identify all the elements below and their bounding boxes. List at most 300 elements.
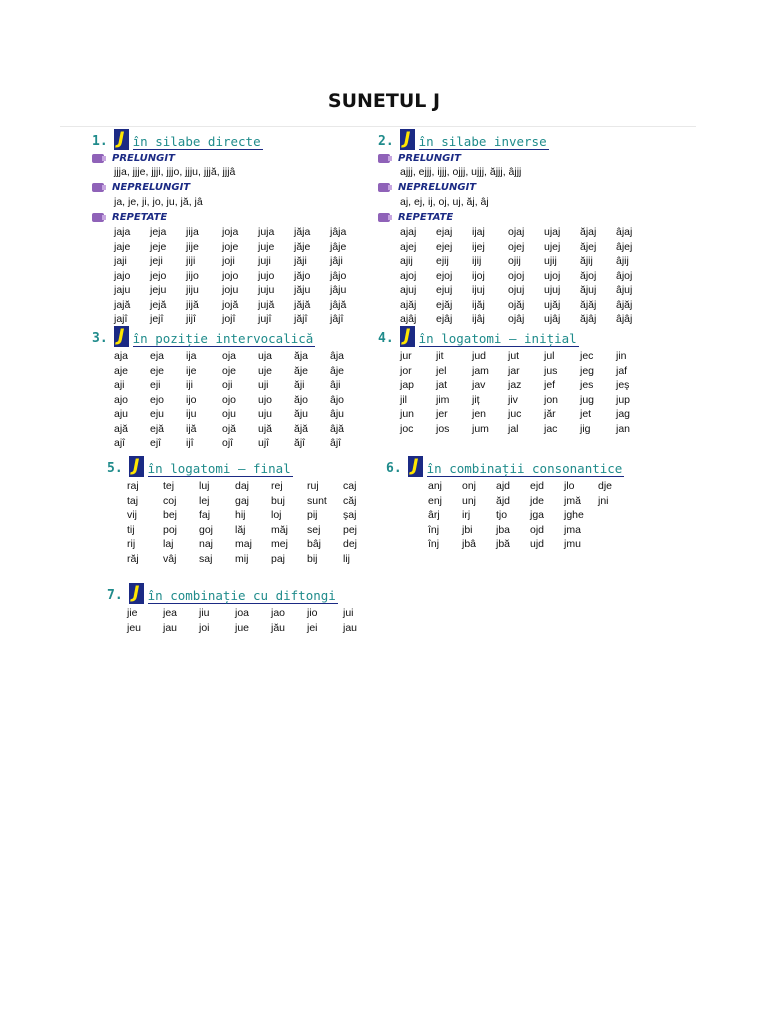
syllable-cell: înj bbox=[428, 538, 440, 550]
syllable-cell: ăjoj bbox=[580, 269, 597, 282]
syllable-cell: jon bbox=[544, 393, 559, 406]
syllable-cell: jit bbox=[436, 350, 444, 362]
syllable-cell: ăjaj bbox=[580, 226, 597, 238]
syllable-cell: âju bbox=[330, 408, 345, 420]
syllable-cell: vâj bbox=[163, 552, 177, 565]
syllable-cell: gaj bbox=[235, 494, 250, 507]
syllable-cell: ujâj bbox=[544, 313, 561, 325]
syllable-cell: ajoj bbox=[400, 269, 417, 282]
syllable-cell: vij bbox=[127, 509, 137, 521]
folder-icon bbox=[92, 213, 104, 222]
syllable-cell: jio bbox=[307, 607, 318, 619]
syllable-cell: ijej bbox=[472, 240, 485, 253]
syllable-cell: jeja bbox=[150, 226, 167, 238]
section-heading bbox=[107, 582, 379, 604]
section-heading bbox=[92, 128, 366, 150]
syllable-cell: ejăj bbox=[436, 298, 453, 311]
syllable-cell: jeje bbox=[150, 240, 167, 253]
syllable-cell: ruj bbox=[307, 480, 319, 492]
syllable-cell bbox=[598, 537, 632, 552]
syllable-cell: ajd bbox=[496, 480, 511, 492]
syllable-cell: jâjo bbox=[330, 269, 347, 282]
syllable-cell: iji bbox=[186, 379, 193, 391]
syllable-cell: jiv bbox=[508, 393, 518, 406]
syllable-cell: ojaj bbox=[508, 226, 525, 238]
syllable-cell: uje bbox=[258, 364, 273, 377]
section-heading bbox=[107, 455, 379, 477]
syllable-cell: jer bbox=[436, 408, 448, 420]
syllable-cell: ijă bbox=[186, 422, 197, 435]
syllable-cell: jan bbox=[616, 422, 631, 435]
syllable-cell: juju bbox=[258, 284, 275, 296]
syllable-cell: jăja bbox=[294, 226, 311, 238]
syllable-cell: luj bbox=[199, 480, 210, 492]
syllable-cell: măj bbox=[271, 523, 288, 536]
syllable-cell: juc bbox=[508, 408, 522, 420]
syllable-cell: oja bbox=[222, 350, 237, 362]
syllable-cell: răj bbox=[127, 552, 139, 565]
syllable-cell: ojăj bbox=[508, 298, 525, 311]
section-number: 6. bbox=[386, 461, 402, 476]
syllable-cell: jojă bbox=[222, 298, 239, 311]
syllable-cell: ojî bbox=[222, 437, 234, 449]
syllable-cell: jig bbox=[580, 422, 591, 435]
syllable-cell: jmu bbox=[564, 538, 581, 550]
syllable-cell: jijo bbox=[186, 269, 199, 282]
syllable-cell: irj bbox=[462, 509, 471, 521]
syllable-cell: ârj bbox=[428, 509, 440, 521]
section-title: în logatomi – final bbox=[147, 461, 291, 476]
section-1 bbox=[92, 128, 366, 327]
syllable-cell: joa bbox=[235, 607, 250, 619]
syllable-cell: hij bbox=[235, 509, 246, 521]
syllable-cell: oju bbox=[222, 408, 237, 420]
syllable-cell: eji bbox=[150, 379, 161, 391]
syllable-cell: ijoj bbox=[472, 269, 485, 282]
repetate-label-row bbox=[378, 210, 652, 224]
syllable-cell: jâjă bbox=[330, 298, 347, 311]
syllable-cell: ijuj bbox=[472, 284, 485, 296]
syllable-cell: jil bbox=[400, 393, 407, 406]
syllable-cell: jga bbox=[530, 509, 545, 521]
syllable-cell: naj bbox=[199, 538, 214, 550]
syllable-cell: jmă bbox=[564, 494, 581, 507]
j-letter-badge: J bbox=[400, 129, 415, 150]
syllable-cell: ojij bbox=[508, 255, 521, 267]
section-heading bbox=[386, 455, 632, 477]
syllable-cell: enj bbox=[428, 494, 443, 507]
syllable-cell: oji bbox=[222, 379, 233, 391]
syllable-cell: âjâj bbox=[616, 313, 633, 325]
syllable-cell: onj bbox=[462, 480, 477, 492]
section-5 bbox=[107, 455, 379, 566]
syllable-cell: jue bbox=[235, 621, 250, 634]
syllable-cell: jijă bbox=[186, 298, 199, 311]
syllable-cell: jiț bbox=[472, 393, 480, 406]
syllable-cell: înj bbox=[428, 523, 440, 536]
syllable-cell: bej bbox=[163, 509, 178, 521]
syllable-cell: pej bbox=[343, 523, 358, 536]
syllable-cell: aje bbox=[114, 364, 129, 377]
syllable-cell: rej bbox=[271, 480, 283, 492]
neprelungit-text: ja, je, ji, jo, ju, jă, jâ bbox=[114, 195, 203, 208]
syllable-cell: âjij bbox=[616, 255, 629, 267]
syllable-cell: ejoj bbox=[436, 269, 453, 282]
syllable-cell: jap bbox=[400, 379, 415, 391]
syllable-cell: caj bbox=[343, 480, 357, 492]
syllable-cell: âja bbox=[330, 350, 345, 362]
syllable-cell: jun bbox=[400, 408, 415, 420]
syllable-cell: jau bbox=[163, 621, 178, 634]
syllable-cell: jar bbox=[508, 364, 520, 377]
folder-icon bbox=[92, 154, 104, 163]
syllable-cell: jije bbox=[186, 240, 199, 253]
section-number: 4. bbox=[378, 331, 394, 346]
syllable-cell: jin bbox=[616, 350, 627, 362]
syllable-cell: jojo bbox=[222, 269, 239, 282]
syllable-cell: laj bbox=[163, 538, 174, 550]
syllable-cell: ijăj bbox=[472, 298, 485, 311]
syllable-cell: jde bbox=[530, 494, 545, 507]
syllable-cell: jâje bbox=[330, 240, 347, 253]
section-title: în silabe inverse bbox=[418, 134, 547, 149]
syllable-cell: âjej bbox=[616, 240, 633, 253]
syllable-cell: jbă bbox=[496, 538, 511, 550]
repetate-label: REPETATE bbox=[112, 211, 168, 223]
syllable-cell: loj bbox=[271, 509, 282, 521]
syllable-cell: uji bbox=[258, 379, 269, 391]
syllable-cell: jus bbox=[544, 364, 558, 377]
syllable-cell: ujaj bbox=[544, 226, 561, 238]
syllable-cell: ojd bbox=[530, 523, 545, 536]
syllable-cell bbox=[598, 508, 632, 523]
syllable-cell: jut bbox=[508, 350, 520, 362]
syllable-cell: ijî bbox=[186, 437, 194, 449]
syllable-cell: uja bbox=[258, 350, 273, 362]
syllable-cell: âjo bbox=[330, 393, 345, 406]
syllable-cell: ojo bbox=[222, 393, 237, 406]
syllable-cell: ija bbox=[186, 350, 197, 362]
syllable-cell: jim bbox=[436, 393, 450, 406]
section-heading bbox=[378, 325, 652, 347]
syllable-cell: juje bbox=[258, 240, 275, 253]
folder-icon bbox=[378, 183, 390, 192]
syllable-cell: unj bbox=[462, 494, 477, 507]
syllable-cell: jâji bbox=[330, 255, 343, 267]
syllable-cell: raj bbox=[127, 480, 139, 492]
syllable-cell: ajî bbox=[114, 437, 126, 449]
divider bbox=[60, 126, 696, 127]
syllable-grid bbox=[400, 349, 652, 436]
syllable-cell: uju bbox=[258, 408, 273, 420]
syllable-cell: dej bbox=[343, 538, 358, 550]
section-title: în combinație cu diftongi bbox=[147, 588, 336, 603]
syllable-cell: tej bbox=[163, 480, 175, 492]
syllable-cell: jaju bbox=[114, 284, 131, 296]
syllable-cell: jug bbox=[580, 393, 595, 406]
section-heading bbox=[378, 128, 652, 150]
syllable-cell: jejî bbox=[150, 313, 164, 325]
syllable-cell: jău bbox=[271, 621, 286, 634]
section-2 bbox=[378, 128, 652, 327]
syllable-cell: aji bbox=[114, 379, 125, 391]
syllable-cell: jos bbox=[436, 422, 450, 435]
syllable-cell: poj bbox=[163, 523, 178, 536]
syllable-cell: jor bbox=[400, 364, 412, 377]
j-letter-badge: J bbox=[129, 456, 144, 477]
syllable-cell: jie bbox=[127, 607, 138, 619]
syllable-cell: ijij bbox=[472, 255, 482, 267]
syllable-cell: ujuj bbox=[544, 284, 561, 296]
syllable-cell: jeu bbox=[127, 621, 142, 634]
syllable-cell: coj bbox=[163, 494, 177, 507]
syllable-cell: jel bbox=[436, 364, 447, 377]
syllable-cell: jni bbox=[598, 494, 609, 507]
syllable-grid bbox=[114, 225, 366, 327]
syllable-cell: jeg bbox=[580, 364, 595, 377]
syllable-cell: jao bbox=[271, 607, 286, 619]
section-3 bbox=[92, 325, 366, 451]
syllable-cell: bij bbox=[307, 552, 318, 565]
syllable-cell: anj bbox=[428, 480, 443, 492]
prelungit-label-row bbox=[92, 151, 366, 165]
syllable-cell: eju bbox=[150, 408, 165, 420]
syllable-cell: ăja bbox=[294, 350, 309, 362]
neprelungit-label-row bbox=[92, 181, 366, 195]
syllable-cell: ejej bbox=[436, 240, 453, 253]
syllable-cell: jen bbox=[472, 408, 487, 420]
syllable-cell: jum bbox=[472, 422, 489, 435]
syllable-cell: jul bbox=[544, 350, 555, 362]
syllable-cell: jujo bbox=[258, 269, 275, 282]
section-heading bbox=[92, 325, 366, 347]
syllable-cell: jâja bbox=[330, 226, 347, 238]
syllable-cell: jam bbox=[472, 364, 489, 377]
syllable-cell: tij bbox=[127, 523, 135, 536]
syllable-cell: jui bbox=[343, 607, 354, 619]
syllable-cell: ejd bbox=[530, 480, 545, 492]
syllable-cell: ijâj bbox=[472, 313, 485, 325]
syllable-cell: jei bbox=[307, 621, 318, 634]
syllable-cell: ujoj bbox=[544, 269, 561, 282]
syllable-cell: ujă bbox=[258, 422, 273, 435]
syllable-cell: ăju bbox=[294, 408, 309, 420]
syllable-cell: ăjuj bbox=[580, 284, 597, 296]
syllable-cell: âjuj bbox=[616, 284, 633, 296]
syllable-cell: ejâj bbox=[436, 313, 453, 325]
syllable-grid bbox=[127, 479, 379, 566]
j-letter-badge: J bbox=[400, 326, 415, 347]
syllable-cell: jaf bbox=[616, 364, 628, 377]
syllable-cell: aja bbox=[114, 350, 129, 362]
syllable-cell: pij bbox=[307, 509, 318, 521]
section-number: 5. bbox=[107, 461, 123, 476]
syllable-cell: lij bbox=[343, 552, 350, 565]
syllable-cell: jujî bbox=[258, 313, 272, 325]
syllable-cell: jiji bbox=[186, 255, 196, 267]
syllable-cell bbox=[598, 523, 632, 538]
syllable-cell: âji bbox=[330, 379, 341, 391]
syllable-cell: jăjă bbox=[294, 298, 311, 311]
section-number: 7. bbox=[107, 588, 123, 603]
syllable-cell: dje bbox=[598, 480, 613, 492]
syllable-cell: joju bbox=[222, 284, 239, 296]
syllable-cell: jejă bbox=[150, 298, 167, 311]
syllable-cell: jajî bbox=[114, 313, 128, 325]
syllable-cell: ejij bbox=[436, 255, 449, 267]
section-title: în silabe directe bbox=[132, 134, 261, 149]
section-title: în combinații consonantice bbox=[426, 461, 623, 476]
j-letter-badge: J bbox=[114, 326, 129, 347]
syllable-cell: jbi bbox=[462, 523, 473, 536]
j-letter-badge: J bbox=[408, 456, 423, 477]
syllable-cell: jag bbox=[616, 408, 631, 420]
section-6 bbox=[386, 455, 632, 552]
prelungit-label-row bbox=[378, 151, 652, 165]
syllable-cell: jup bbox=[616, 393, 631, 406]
syllable-cell: jav bbox=[472, 379, 486, 391]
syllable-cell: ujăj bbox=[544, 298, 561, 311]
syllable-cell: mej bbox=[271, 538, 288, 550]
syllable-cell: âjă bbox=[330, 422, 345, 435]
syllable-cell: aju bbox=[114, 408, 129, 420]
syllable-cell: ăjă bbox=[294, 422, 309, 435]
neprelungit-label-row bbox=[378, 181, 652, 195]
folder-icon bbox=[378, 154, 390, 163]
syllable-cell: eja bbox=[150, 350, 165, 362]
syllable-cell: ajo bbox=[114, 393, 129, 406]
syllable-cell: ujej bbox=[544, 240, 561, 253]
syllable-cell: âjăj bbox=[616, 298, 633, 311]
syllable-cell: ijaj bbox=[472, 226, 485, 238]
folder-icon bbox=[92, 183, 104, 192]
syllable-cell: jujă bbox=[258, 298, 275, 311]
syllable-cell: ujî bbox=[258, 437, 270, 449]
syllable-cell: jeji bbox=[150, 255, 163, 267]
syllable-cell: jea bbox=[163, 607, 178, 619]
syllable-cell: jau bbox=[343, 621, 358, 634]
section-7 bbox=[107, 582, 379, 635]
syllable-cell: jeju bbox=[150, 284, 167, 296]
syllable-cell: jojî bbox=[222, 313, 236, 325]
syllable-cell: jăr bbox=[544, 408, 556, 420]
syllable-cell: sej bbox=[307, 523, 321, 536]
syllable-cell: ujo bbox=[258, 393, 273, 406]
syllable-cell: ejă bbox=[150, 422, 165, 435]
neprelungit-text: aj, ej, ij, oj, uj, ăj, âj bbox=[400, 195, 489, 208]
syllable-cell: ije bbox=[186, 364, 197, 377]
syllable-cell: goj bbox=[199, 523, 214, 536]
syllable-cell: âje bbox=[330, 364, 345, 377]
syllable-grid bbox=[127, 606, 379, 635]
syllable-cell: jejo bbox=[150, 269, 167, 282]
prelungit-text: jjja, jjje, jjji, jjjo, jjju, jjjă, jjjâ bbox=[114, 166, 236, 178]
syllable-cell: juja bbox=[258, 226, 275, 238]
syllable-cell: ajâj bbox=[400, 313, 417, 325]
section-number: 1. bbox=[92, 134, 108, 149]
syllable-cell: jija bbox=[186, 226, 199, 238]
syllable-cell: rij bbox=[127, 538, 136, 550]
syllable-cell: taj bbox=[127, 494, 139, 507]
folder-icon bbox=[378, 213, 390, 222]
syllable-cell: jaji bbox=[114, 255, 127, 267]
syllable-cell: jiju bbox=[186, 284, 199, 296]
syllable-cell: ejî bbox=[150, 437, 162, 449]
syllable-cell: ejo bbox=[150, 393, 165, 406]
syllable-cell: jajo bbox=[114, 269, 131, 282]
syllable-cell: jma bbox=[564, 523, 581, 536]
syllable-cell: ăji bbox=[294, 379, 305, 391]
syllable-cell: ajaj bbox=[400, 226, 417, 238]
syllable-cell: lej bbox=[199, 494, 210, 507]
syllable-cell: eje bbox=[150, 364, 165, 377]
syllable-cell: tjo bbox=[496, 509, 508, 521]
syllable-cell: ăjo bbox=[294, 393, 309, 406]
syllable-cell: jac bbox=[544, 422, 558, 435]
syllable-cell: ăje bbox=[294, 364, 309, 377]
syllable-cell: ujd bbox=[530, 538, 545, 550]
syllable-cell: ăjd bbox=[496, 494, 511, 507]
syllable-cell: ojâj bbox=[508, 313, 525, 325]
syllable-cell: ejaj bbox=[436, 226, 453, 238]
syllable-cell: oje bbox=[222, 364, 237, 377]
syllable-cell: jbâ bbox=[462, 538, 477, 550]
syllable-cell: saj bbox=[199, 552, 213, 565]
syllable-cell: joi bbox=[199, 621, 210, 634]
syllable-cell: jal bbox=[508, 422, 519, 435]
section-number: 3. bbox=[92, 331, 108, 346]
syllable-cell: ejuj bbox=[436, 284, 453, 296]
syllable-cell: ajuj bbox=[400, 284, 417, 296]
syllable-cell: joje bbox=[222, 240, 239, 253]
syllable-cell: faj bbox=[199, 509, 211, 521]
syllable-cell: joc bbox=[400, 422, 414, 435]
syllable-cell: jec bbox=[580, 350, 594, 362]
syllable-cell: daj bbox=[235, 480, 250, 492]
syllable-cell: juji bbox=[258, 255, 271, 267]
syllable-cell: jăjî bbox=[294, 313, 308, 325]
syllable-cell: jet bbox=[580, 408, 592, 420]
syllable-cell: jes bbox=[580, 379, 594, 391]
syllable-cell: jăjo bbox=[294, 269, 311, 282]
syllable-cell: ajej bbox=[400, 240, 417, 253]
prelungit-label: PRELUNGIT bbox=[112, 152, 175, 164]
syllable-cell: ojoj bbox=[508, 269, 525, 282]
syllable-cell: ujij bbox=[544, 255, 557, 267]
syllable-cell: jud bbox=[472, 350, 487, 362]
syllable-cell: căj bbox=[343, 494, 357, 507]
syllable-cell: jăji bbox=[294, 255, 307, 267]
syllable-cell: ăjăj bbox=[580, 298, 597, 311]
syllable-cell: ajij bbox=[400, 255, 413, 267]
syllable-cell: ăjej bbox=[580, 240, 597, 253]
neprelungit-label: NEPRELUNGIT bbox=[112, 182, 191, 193]
syllable-cell: ijo bbox=[186, 393, 197, 406]
syllable-cell: ojă bbox=[222, 422, 237, 435]
syllable-grid bbox=[400, 225, 652, 327]
syllable-cell: iju bbox=[186, 408, 197, 420]
syllable-cell: ăjâj bbox=[580, 313, 597, 325]
repetate-label-row bbox=[92, 210, 366, 224]
syllable-grid bbox=[428, 479, 632, 552]
syllable-cell: jaje bbox=[114, 240, 131, 253]
j-letter-badge: J bbox=[129, 583, 144, 604]
syllable-cell: jaja bbox=[114, 226, 131, 238]
section-title: în logatomi – inițial bbox=[418, 331, 577, 346]
syllable-cell: ăjij bbox=[580, 255, 593, 267]
syllable-cell: ojuj bbox=[508, 284, 525, 296]
syllable-cell: sunt bbox=[307, 494, 327, 507]
